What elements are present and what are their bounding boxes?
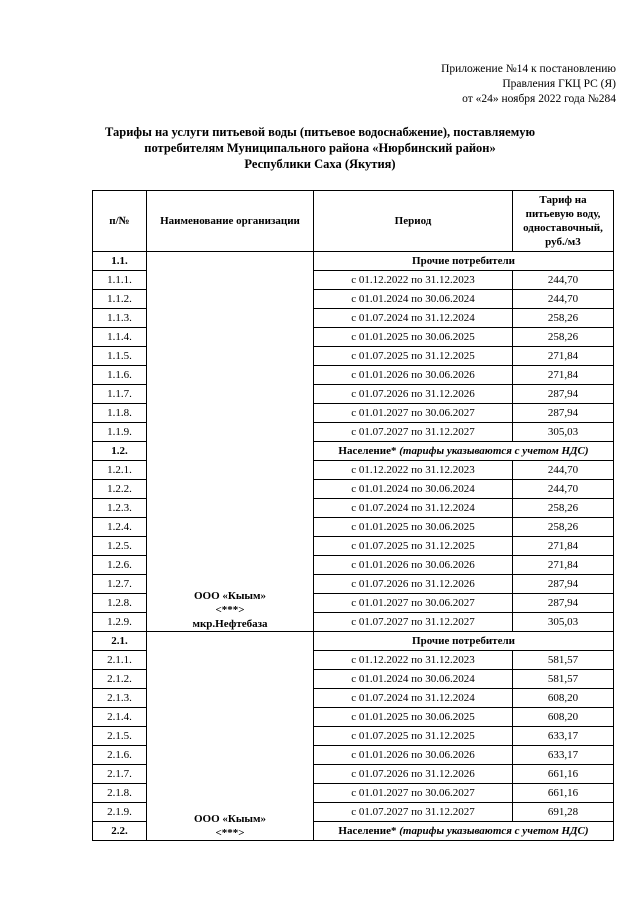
row-number: 2.1.2. [93, 670, 147, 689]
tariff-cell: 271,84 [513, 556, 614, 575]
row-number: 1.1.6. [93, 366, 147, 385]
header-period: Период [314, 191, 513, 252]
category-cell [314, 252, 614, 271]
appendix-note [441, 62, 616, 107]
document-title [0, 124, 640, 172]
tariff-cell: 287,94 [513, 594, 614, 613]
row-number: 2.1.4. [93, 708, 147, 727]
row-number: 2.1.1. [93, 651, 147, 670]
tariff-cell: 258,26 [513, 499, 614, 518]
row-number: 1.2.6. [93, 556, 147, 575]
tariff-cell: 305,03 [513, 423, 614, 442]
row-number: 2.1.9. [93, 803, 147, 822]
tariff-cell: 608,20 [513, 689, 614, 708]
period-cell: с 01.07.2025 по 31.12.2025 [314, 347, 513, 366]
period-cell: с 01.07.2024 по 31.12.2024 [314, 689, 513, 708]
row-number: 1.1.5. [93, 347, 147, 366]
organization-note: <***> [215, 604, 245, 616]
tariff-cell: 691,28 [513, 803, 614, 822]
row-number: 1.1.2. [93, 290, 147, 309]
period-cell: с 01.07.2026 по 31.12.2026 [314, 575, 513, 594]
category-note: (тарифы указываются с учетом НДС) [399, 825, 589, 837]
period-cell: с 01.12.2022 по 31.12.2023 [314, 461, 513, 480]
row-number: 1.2.2. [93, 480, 147, 499]
tariff-cell: 244,70 [513, 290, 614, 309]
row-number: 1.2.9. [93, 613, 147, 632]
organization-note: <***> [215, 827, 245, 839]
tariff-cell: 244,70 [513, 461, 614, 480]
period-cell: с 01.12.2022 по 31.12.2023 [314, 651, 513, 670]
organization-name: ООО «Кыым» [193, 590, 267, 602]
appendix-line: от «24» ноября 2022 года №284 [462, 93, 616, 105]
category-cell [314, 632, 614, 651]
row-number: 1.2. [93, 442, 147, 461]
row-number: 2.2. [93, 822, 147, 841]
row-number: 1.1. [93, 252, 147, 271]
period-cell: с 01.01.2027 по 30.06.2027 [314, 404, 513, 423]
row-number: 1.2.3. [93, 499, 147, 518]
tariff-cell: 287,94 [513, 385, 614, 404]
tariff-cell: 258,26 [513, 518, 614, 537]
period-cell: с 01.01.2027 по 30.06.2027 [314, 594, 513, 613]
header-num: п/№ [93, 191, 147, 252]
organization-cell [147, 252, 314, 632]
tariff-cell: 661,16 [513, 765, 614, 784]
table-body [93, 252, 614, 841]
period-cell: с 01.01.2025 по 30.06.2025 [314, 328, 513, 347]
tariff-cell: 287,94 [513, 575, 614, 594]
header-org: Наименование организации [147, 191, 314, 252]
period-cell: с 01.07.2025 по 31.12.2025 [314, 727, 513, 746]
tariff-cell: 258,26 [513, 328, 614, 347]
header-tariff: Тариф на питьевую воду, одноставочный, руб./м3 [513, 191, 614, 252]
period-cell: с 01.01.2026 по 30.06.2026 [314, 556, 513, 575]
period-cell: с 01.01.2026 по 30.06.2026 [314, 746, 513, 765]
row-number: 1.1.9. [93, 423, 147, 442]
title-line: Республики Саха (Якутия) [244, 157, 396, 171]
tariff-cell: 633,17 [513, 746, 614, 765]
period-cell: с 01.12.2022 по 31.12.2023 [314, 271, 513, 290]
section-row [93, 252, 614, 271]
period-cell: с 01.07.2027 по 31.12.2027 [314, 803, 513, 822]
period-cell: с 01.01.2024 по 30.06.2024 [314, 480, 513, 499]
period-cell: с 01.07.2026 по 31.12.2026 [314, 385, 513, 404]
period-cell: с 01.01.2025 по 30.06.2025 [314, 708, 513, 727]
row-number: 1.2.1. [93, 461, 147, 480]
row-number: 1.1.7. [93, 385, 147, 404]
row-number: 2.1.5. [93, 727, 147, 746]
tariff-cell: 581,57 [513, 651, 614, 670]
row-number: 1.2.7. [93, 575, 147, 594]
tariff-cell: 661,16 [513, 784, 614, 803]
row-number: 2.1. [93, 632, 147, 651]
period-cell: с 01.07.2024 по 31.12.2024 [314, 499, 513, 518]
period-cell: с 01.01.2026 по 30.06.2026 [314, 366, 513, 385]
row-number: 1.1.8. [93, 404, 147, 423]
organization-name: ООО «Кыым» [193, 813, 267, 825]
title-line: потребителям Муниципального района «Нюрбинский район» [144, 141, 496, 155]
row-number: 2.1.6. [93, 746, 147, 765]
tariff-cell: 244,70 [513, 271, 614, 290]
row-number: 2.1.3. [93, 689, 147, 708]
tariff-cell: 271,84 [513, 366, 614, 385]
row-number: 2.1.8. [93, 784, 147, 803]
period-cell: с 01.01.2024 по 30.06.2024 [314, 670, 513, 689]
tariff-cell: 305,03 [513, 613, 614, 632]
row-number: 1.1.4. [93, 328, 147, 347]
appendix-line: Приложение №14 к постановлению [441, 63, 616, 75]
period-cell: с 01.07.2026 по 31.12.2026 [314, 765, 513, 784]
row-number: 2.1.7. [93, 765, 147, 784]
category-label: Прочие потребители [412, 255, 515, 267]
category-label: Население* [338, 825, 400, 837]
period-cell: с 01.07.2025 по 31.12.2025 [314, 537, 513, 556]
tariff-cell: 244,70 [513, 480, 614, 499]
period-cell: с 01.01.2027 по 30.06.2027 [314, 784, 513, 803]
table-header-row [93, 191, 614, 252]
title-line: Тарифы на услуги питьевой воды (питьевое водоснабжение), поставляемую [104, 125, 536, 139]
row-number: 1.2.8. [93, 594, 147, 613]
category-label: Население* [338, 445, 400, 457]
tariff-cell: 271,84 [513, 537, 614, 556]
tariff-cell: 633,17 [513, 727, 614, 746]
tariff-cell: 258,26 [513, 309, 614, 328]
section-row [93, 632, 614, 651]
row-number: 1.2.5. [93, 537, 147, 556]
period-cell: с 01.01.2024 по 30.06.2024 [314, 290, 513, 309]
period-cell: с 01.07.2027 по 31.12.2027 [314, 613, 513, 632]
category-note: (тарифы указываются с учетом НДС) [399, 445, 589, 457]
organization-place: мкр.Нефтебаза [192, 618, 268, 630]
row-number: 1.1.3. [93, 309, 147, 328]
category-label: Прочие потребители [412, 635, 515, 647]
period-cell: с 01.07.2024 по 31.12.2024 [314, 309, 513, 328]
row-number: 1.2.4. [93, 518, 147, 537]
tariff-cell: 608,20 [513, 708, 614, 727]
tariff-table [92, 190, 614, 841]
appendix-line: Правления ГКЦ РС (Я) [502, 78, 616, 90]
period-cell: с 01.01.2025 по 30.06.2025 [314, 518, 513, 537]
category-cell [314, 442, 614, 461]
row-number: 1.1.1. [93, 271, 147, 290]
tariff-cell: 271,84 [513, 347, 614, 366]
tariff-cell: 287,94 [513, 404, 614, 423]
tariff-cell: 581,57 [513, 670, 614, 689]
organization-cell [147, 632, 314, 841]
period-cell: с 01.07.2027 по 31.12.2027 [314, 423, 513, 442]
category-cell [314, 822, 614, 841]
